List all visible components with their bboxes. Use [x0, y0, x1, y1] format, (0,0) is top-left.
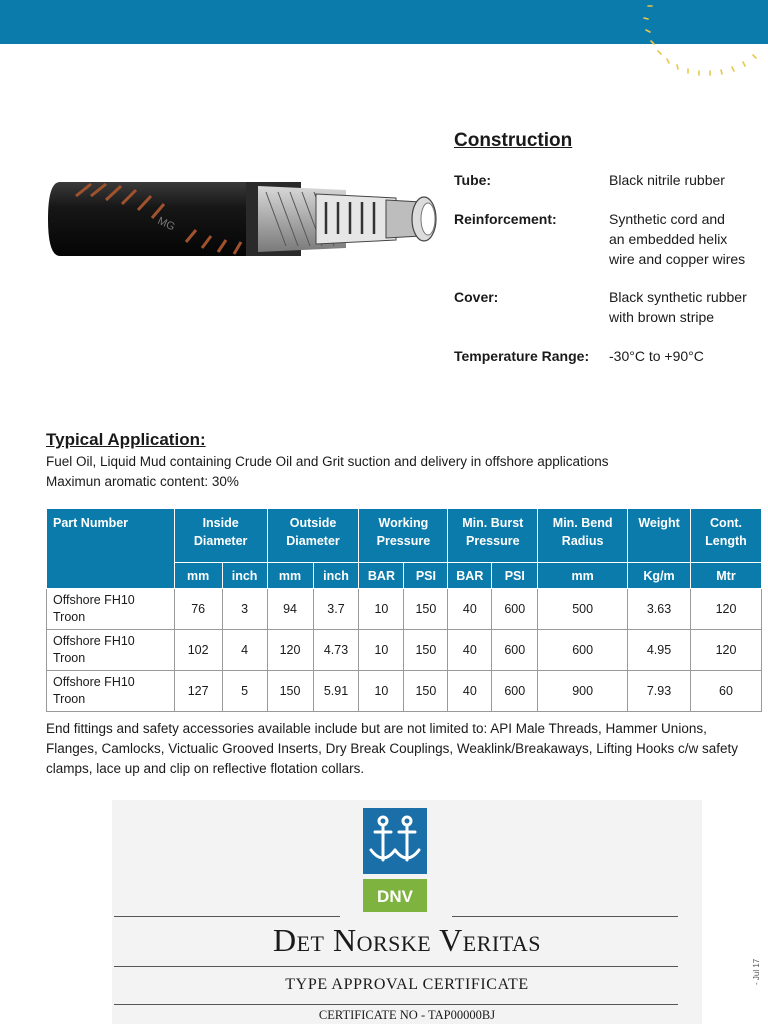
spec-label: Temperature Range:: [454, 348, 590, 364]
table-cell: 150: [404, 589, 448, 630]
spec-label: Cover:: [454, 289, 499, 305]
table-cell: 10: [359, 671, 404, 712]
unit-cell: mm: [174, 563, 222, 589]
table-cell: 600: [492, 589, 538, 630]
part-number-cell: Offshore FH10 Troon: [47, 630, 175, 671]
table-cell: 10: [359, 630, 404, 671]
dnv-logo-text: DNV: [377, 887, 413, 906]
part-number-cell: Offshore FH10 Troon: [47, 671, 175, 712]
table-cell: 40: [448, 671, 492, 712]
spec-row-tube: [454, 170, 768, 190]
table-cell: 60: [691, 671, 762, 712]
table-cell: 900: [538, 671, 628, 712]
table-cell: 150: [267, 671, 313, 712]
unit-cell: BAR: [448, 563, 492, 589]
spec-value: Synthetic cord and an embedded helix wire and copper wires: [609, 211, 746, 267]
table-cell: 150: [404, 671, 448, 712]
typical-application-section: [46, 430, 746, 491]
spec-label: Tube:: [454, 172, 492, 188]
application-line-2: Maximun aromatic content: 30%: [46, 473, 239, 489]
spec-value: Black nitrile rubber: [609, 172, 725, 188]
table-row: [47, 671, 762, 712]
spec-row-cover: [454, 287, 768, 327]
table-cell: 40: [448, 589, 492, 630]
header-part-number: Part Number: [47, 509, 175, 589]
accessories-paragraph: End fittings and safety accessories available include but are not limited to: API Male Threads, Hammer Unions, Flanges, Camlocks, Victualic Grooved Inserts, Dry Break Couplings, Weaklink/Breakaways, Lifting Hooks c/w safety clamps, lace up and clip on reflective flotation collars.: [46, 721, 739, 776]
cert-divider-middle: [114, 966, 678, 967]
certificate-title: TYPE APPROVAL CERTIFICATE: [285, 976, 529, 993]
table-cell: 4.95: [628, 630, 691, 671]
part-number-cell: Offshore FH10 Troon: [47, 589, 175, 630]
cert-divider-left: [114, 916, 340, 917]
dnv-certificate-image: [112, 800, 702, 1024]
header-inside-diameter: Inside Diameter: [174, 509, 267, 563]
table-cell: 10: [359, 589, 404, 630]
table-cell: 600: [538, 630, 628, 671]
table-cell: 3: [222, 589, 267, 630]
table-header-row: [47, 509, 762, 563]
application-line-1: Fuel Oil, Liquid Mud containing Crude Oil and Grit suction and delivery in offshore applications: [46, 454, 609, 469]
table-cell: 500: [538, 589, 628, 630]
cert-divider-right: [452, 916, 678, 917]
table-cell: 3.7: [313, 589, 359, 630]
header-outside-diameter: Outside Diameter: [267, 509, 359, 563]
table-cell: 120: [691, 630, 762, 671]
header-cont-length: Cont. Length: [691, 509, 762, 563]
unit-cell: Kg/m: [628, 563, 691, 589]
table-cell: 4.73: [313, 630, 359, 671]
side-date-stamp: - Jul 17: [752, 958, 761, 985]
table-cell: 94: [267, 589, 313, 630]
spec-value: -30°C to +90°C: [609, 348, 704, 364]
table-cell: 7.93: [628, 671, 691, 712]
unit-cell: Mtr: [691, 563, 762, 589]
unit-cell: inch: [222, 563, 267, 589]
header-weight: Weight: [628, 509, 691, 563]
spec-row-temperature: [454, 346, 768, 366]
spec-value: Black synthetic rubber with brown stripe: [609, 289, 747, 325]
certificate-number: CERTIFICATE NO - TAP00000BJ: [318, 1008, 496, 1022]
spec-label: Reinforcement:: [454, 211, 557, 227]
application-title: Typical Application:: [46, 430, 206, 449]
dnv-logo: [363, 808, 427, 912]
specification-table: [46, 508, 762, 712]
table-cell: 5: [222, 671, 267, 712]
sun-rays-decoration: [628, 0, 768, 90]
header-min-bend-radius: Min. Bend Radius: [538, 509, 628, 563]
table-row: [47, 589, 762, 630]
table-cell: 120: [691, 589, 762, 630]
header-min-burst-pressure: Min. Burst Pressure: [448, 509, 538, 563]
table-cell: 5.91: [313, 671, 359, 712]
table-cell: 120: [267, 630, 313, 671]
unit-cell: mm: [538, 563, 628, 589]
unit-cell: PSI: [492, 563, 538, 589]
hose-cutaway-image: [46, 172, 446, 262]
table-cell: 4: [222, 630, 267, 671]
table-cell: 3.63: [628, 589, 691, 630]
table-cell: 127: [174, 671, 222, 712]
unit-cell: BAR: [359, 563, 404, 589]
construction-title: Construction: [454, 130, 573, 151]
unit-cell: inch: [313, 563, 359, 589]
table-cell: 600: [492, 630, 538, 671]
spec-row-reinforcement: [454, 209, 768, 269]
table-cell: 600: [492, 671, 538, 712]
cert-divider-bottom: [114, 1004, 678, 1005]
table-cell: 76: [174, 589, 222, 630]
table-cell: 102: [174, 630, 222, 671]
header-working-pressure: Working Pressure: [359, 509, 448, 563]
table-cell: 150: [404, 630, 448, 671]
table-cell: 40: [448, 630, 492, 671]
table-row: [47, 630, 762, 671]
construction-section: [454, 130, 768, 366]
certificate-organization: Det Norske Veritas: [273, 922, 541, 958]
svg-text:MG: MG: [155, 214, 177, 234]
unit-cell: PSI: [404, 563, 448, 589]
unit-cell: mm: [267, 563, 313, 589]
